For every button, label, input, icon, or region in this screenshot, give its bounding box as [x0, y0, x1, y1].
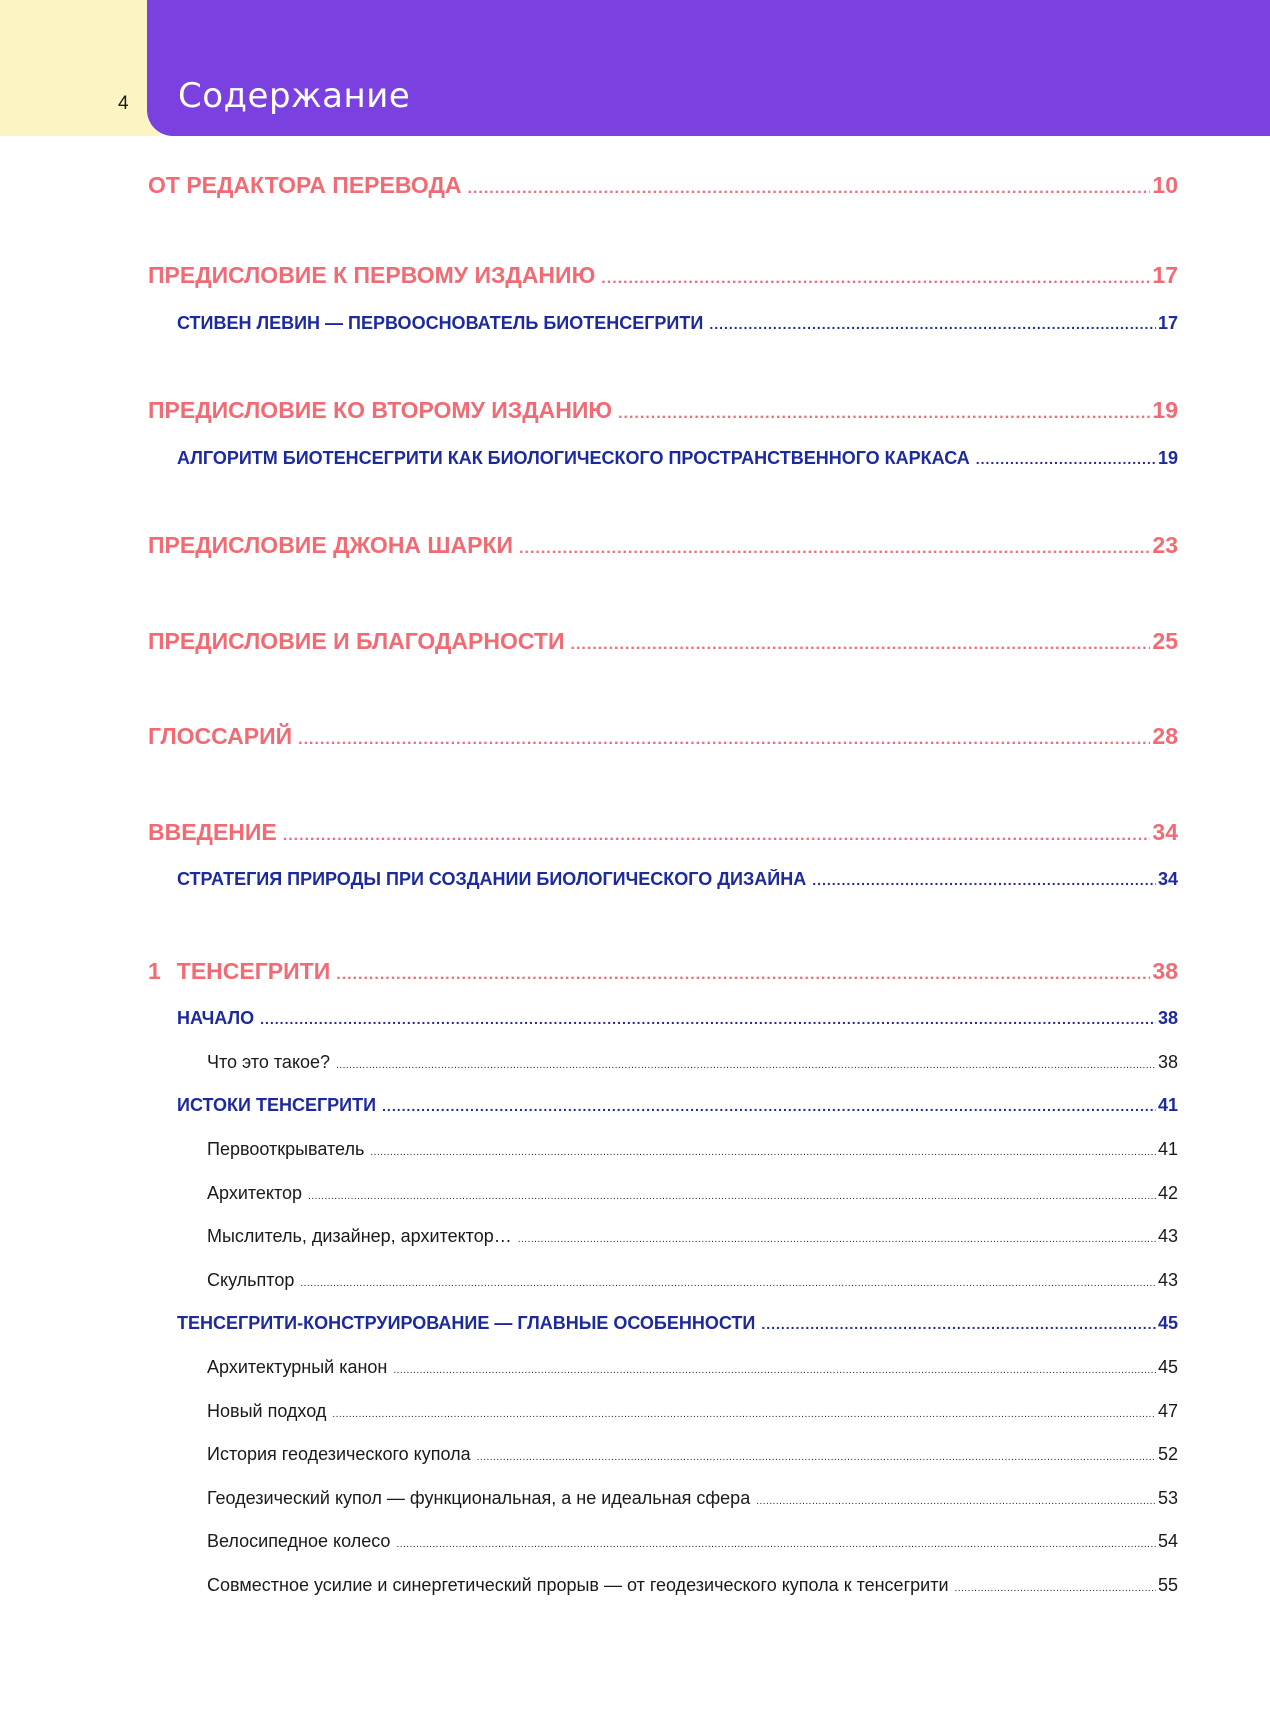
toc-entry-beginning[interactable] — [177, 1008, 1178, 1036]
toc-entry-label: НАЧАЛО — [177, 1008, 255, 1028]
toc-entry-page: 47 — [1157, 1401, 1178, 1421]
toc-entry-page: 41 — [1157, 1095, 1178, 1115]
toc-entry-page: 45 — [1157, 1357, 1178, 1377]
toc-leader-dots — [756, 1496, 1156, 1507]
toc-entry-page: 34 — [1157, 869, 1178, 889]
toc-entry-chapter-1-tensegrity[interactable] — [148, 958, 1178, 992]
toc-entry-discoverer[interactable] — [207, 1139, 1178, 1167]
toc-leader-dots — [618, 405, 1150, 423]
toc-entry-page: 34 — [1152, 819, 1178, 845]
toc-leader-dots — [467, 180, 1150, 198]
toc-entry-label: Архитектурный канон — [207, 1357, 388, 1377]
toc-entry-nature-strategy[interactable] — [177, 869, 1178, 897]
toc-leader-dots — [298, 731, 1150, 749]
toc-leader-dots — [396, 1539, 1156, 1550]
toc-entry-label: АЛГОРИТМ БИОТЕНСЕГРИТИ КАК БИОЛОГИЧЕСКОГО ПРОСТРАНСТВЕННОГО КАРКАСА — [177, 448, 970, 468]
toc-entry-synergetic-breakthrough[interactable] — [207, 1575, 1178, 1603]
toc-entry-label: ИСТОКИ ТЕНСЕГРИТИ — [177, 1095, 377, 1115]
toc-leader-dots — [519, 540, 1150, 558]
toc-entry-page: 38 — [1157, 1008, 1178, 1028]
toc-entry-label: ОТ РЕДАКТОРА ПЕРЕВОДА — [148, 172, 462, 198]
toc-entry-thinker-designer[interactable] — [207, 1226, 1178, 1254]
toc-entry-page: 52 — [1157, 1444, 1178, 1464]
toc-leader-dots — [518, 1234, 1156, 1245]
toc-entry-label: Геодезический купол — функциональная, а не идеальная сфера — [207, 1488, 751, 1508]
toc-entry-what-is-it[interactable] — [207, 1052, 1178, 1080]
toc-entry-construction-features[interactable] — [177, 1313, 1178, 1341]
toc-leader-dots — [260, 1011, 1156, 1027]
toc-leader-dots — [976, 451, 1156, 467]
toc-entry-page: 23 — [1152, 532, 1178, 558]
toc-entry-label: ВВЕДЕНИЕ — [148, 819, 277, 845]
toc-leader-dots — [308, 1191, 1156, 1202]
toc-entry-page: 25 — [1152, 628, 1178, 654]
toc-leader-dots — [332, 1409, 1156, 1420]
toc-entry-label: Скульптор — [207, 1270, 295, 1290]
toc-entry-geodesic-dome-history[interactable] — [207, 1444, 1178, 1472]
toc-entry-page: 17 — [1157, 313, 1178, 333]
toc-entry-origins[interactable] — [177, 1095, 1178, 1123]
toc-entry-page: 55 — [1157, 1575, 1178, 1595]
toc-entry-label: Первооткрыватель — [207, 1139, 365, 1159]
toc-entry-label: ГЛОССАРИЙ — [148, 723, 293, 749]
toc-entry-label: ПРЕДИСЛОВИЕ И БЛАГОДАРНОСТИ — [148, 628, 565, 654]
toc-entry-label: Велосипедное колесо — [207, 1531, 391, 1551]
toc-entry-page: 43 — [1157, 1270, 1178, 1290]
toc-entry-bicycle-wheel[interactable] — [207, 1531, 1178, 1559]
toc-leader-dots — [336, 1060, 1156, 1071]
toc-entry-label: ТЕНСЕГРИТИ — [176, 958, 331, 984]
toc-entry-label: ПРЕДИСЛОВИЕ К ПЕРВОМУ ИЗДАНИЮ — [148, 262, 596, 288]
toc-leader-dots — [283, 827, 1151, 845]
toc-entry-acknowledgements[interactable] — [148, 628, 1178, 662]
toc-entry-geodesic-dome-sphere[interactable] — [207, 1488, 1178, 1516]
toc-entry-page: 19 — [1152, 397, 1178, 423]
toc-entry-page: 43 — [1157, 1226, 1178, 1246]
toc-entry-page: 45 — [1157, 1313, 1178, 1333]
toc-entry-page: 17 — [1152, 262, 1178, 288]
toc-entry-label: ПРЕДИСЛОВИЕ КО ВТОРОМУ ИЗДАНИЮ — [148, 397, 613, 423]
toc-entry-label: Что это такое? — [207, 1052, 331, 1072]
toc-entry-translation-editor[interactable] — [148, 172, 1178, 206]
toc-leader-dots — [709, 316, 1156, 332]
toc-entry-label: ПРЕДИСЛОВИЕ ДЖОНА ШАРКИ — [148, 532, 514, 558]
toc-leader-dots — [393, 1365, 1156, 1376]
toc-entry-label: СТРАТЕГИЯ ПРИРОДЫ ПРИ СОЗДАНИИ БИОЛОГИЧЕСКОГО ДИЗАЙНА — [177, 869, 807, 889]
toc-entry-label: Мыслитель, дизайнер, архитектор… — [207, 1226, 512, 1246]
toc-entry-architectural-canon[interactable] — [207, 1357, 1178, 1385]
toc-entry-new-approach[interactable] — [207, 1401, 1178, 1429]
toc-entry-sculptor[interactable] — [207, 1270, 1178, 1298]
page-number: 4 — [118, 93, 129, 114]
toc-entry-label: Совместное усилие и синергетический прорыв — от геодезического купола к тенсегрити — [207, 1575, 949, 1595]
toc-entry-page: 28 — [1152, 723, 1178, 749]
toc-entry-introduction[interactable] — [148, 819, 1178, 853]
toc-entry-architect[interactable] — [207, 1183, 1178, 1211]
toc-entry-page: 54 — [1157, 1531, 1178, 1551]
toc-entry-label: Новый подход — [207, 1401, 327, 1421]
toc-entry-label: СТИВЕН ЛЕВИН — ПЕРВООСНОВАТЕЛЬ БИОТЕНСЕГРИТИ — [177, 313, 704, 333]
chapter-number: 1 — [148, 958, 161, 984]
toc-leader-dots — [601, 270, 1150, 288]
toc-entry-biotensegrity-algorithm[interactable] — [177, 448, 1178, 476]
toc-entry-page: 10 — [1152, 172, 1178, 198]
toc-leader-dots — [382, 1098, 1156, 1114]
toc-leader-dots — [761, 1316, 1156, 1332]
toc-leader-dots — [300, 1278, 1156, 1289]
toc-entry-page: 53 — [1157, 1488, 1178, 1508]
toc-entry-page: 41 — [1157, 1139, 1178, 1159]
toc-entry-label: ТЕНСЕГРИТИ-КОНСТРУИРОВАНИЕ — ГЛАВНЫЕ ОСОБЕННОСТИ — [177, 1313, 756, 1333]
toc-leader-dots — [812, 872, 1156, 888]
toc-entry-page: 38 — [1152, 958, 1178, 984]
toc-entry-glossary[interactable] — [148, 723, 1178, 757]
toc-entry-page: 42 — [1157, 1183, 1178, 1203]
toc-entry-label: История геодезического купола — [207, 1444, 471, 1464]
page-title: Содержание — [178, 76, 411, 116]
toc-entry-second-edition-preface[interactable] — [148, 397, 1178, 431]
toc-entry-page: 19 — [1157, 448, 1178, 468]
toc-leader-dots — [955, 1583, 1156, 1594]
toc-leader-dots — [477, 1452, 1156, 1463]
toc-entry-first-edition-preface[interactable] — [148, 262, 1178, 296]
toc-entry-john-sharkey-preface[interactable] — [148, 532, 1178, 566]
toc-leader-dots — [370, 1147, 1156, 1158]
toc-entry-label: Архитектор — [207, 1183, 303, 1203]
toc-leader-dots — [336, 966, 1150, 984]
toc-leader-dots — [570, 636, 1150, 654]
toc-entry-stephen-levin[interactable] — [177, 313, 1178, 341]
toc-entry-page: 38 — [1157, 1052, 1178, 1072]
